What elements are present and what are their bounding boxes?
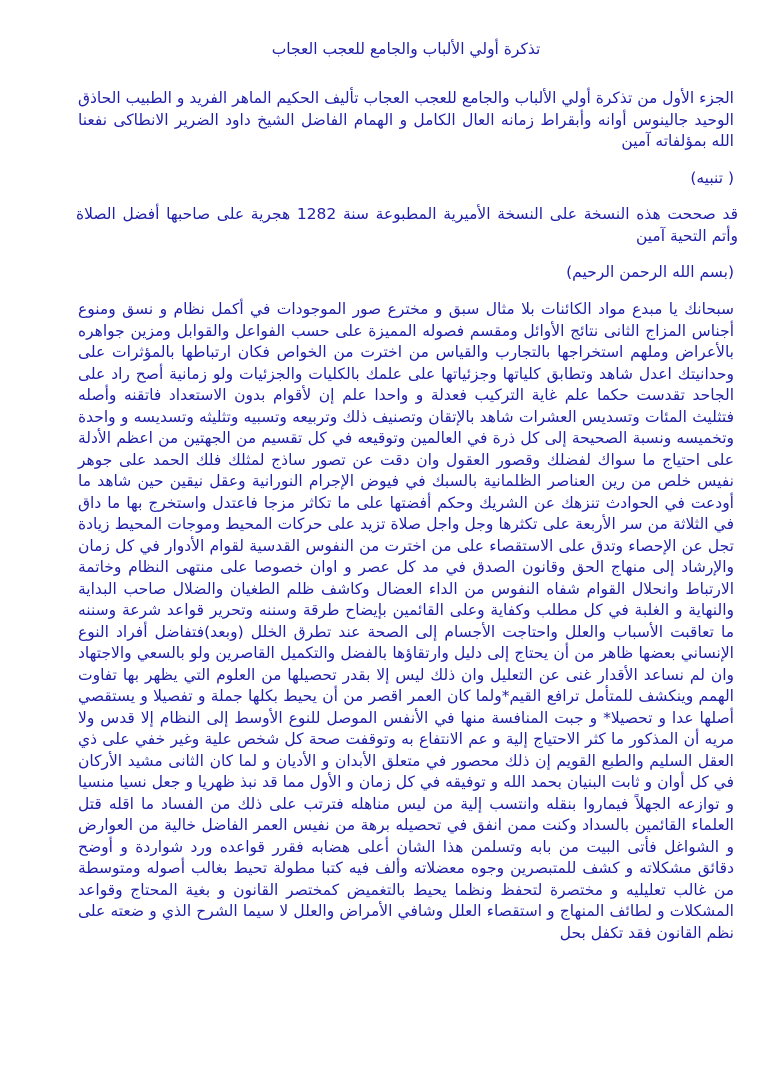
- intro-paragraph: الجزء الأول من تذكرة أولي الألباب والجامع للعجب العجاب تأليف الحكيم الماهر الفريد و الطبيب الحاذق الوحيد جالينوس أوانه وأبقراط زمانه العال الكامل و الهمام الفاضل الشيخ داود الضرير الانطاكى نفعنا الله بمؤلفاته آمين: [78, 89, 734, 150]
- notice-paragraph: قد صححت هذه النسخة على النسخة الأميرية المطبوعة سنة 1282 هجرية على صاحبها أفضل الصلاة وأتم التحية آمين: [76, 205, 738, 245]
- page-title: تذكرة أولي الألباب والجامع للعجب العجاب: [271, 40, 541, 58]
- main-body-text: سبحانك يا مبدع مواد الكائنات بلا مثال سبق و مخترع صور الموجودات في أكمل نظام و نسق ومنوع أجناس المزاج الثانى نتائج الأوائل ومقسم فصوله المميزة على حسب الفواعل والقوابل ومزين جواهره بالأعراض وملهم استخراجها بالتجارب والقياس من اخترت من الخواص فكان ارتباطها بالمؤثرات على وحدانيتك اعدل شاهد وتطابق كلياتها وجزئياتها على علمك بالكليات والجزئيات ولو زمانية أصح راد على الجاحد تقدست حكما علم غاية التركيب فعدلة و واحدا علم إن لأقوام بدون الاستعداد فاتقنه وأصله فتثليث المئات وتسديس العشرات شاهد بالإتقان وتصنيف ذلك وتربيعه وتسبيه وتثليثه وتسديسه و واحدة وتخميسه ونسبة الصحيحة إلى كل ذرة في العالمين وتوقيعه في كل تقسيم من الجهتين من اعظم الأدلة على احتياج ما سواك لفضلك وقصور العقول وان دقت عن تصور ساذج لمثلك فلك الحمد على جوهر نفيس خلص من رين العناصر الظلمانية بالسبك في فيوض الإجرام النورانية وعقل نيقين حين شاهد ما أودعت في الحوادث تنزهك عن الشريك وحكم أفضتها على ما تكاثر مزجا فاعتدل واستخرج بها ما داق في الثلاثة من سر الأربعة على تكثرها وجل واجل صلاة تزيد على حركات المحيط وموجات المحيط زيادة تجل عن الإحصاء وتدق على الاستقصاء على من اخترت من النفوس القدسية لقوام الأدوار في كل زمان والإرشاد إلى منهاج الحق وقانون الصدق في مد كل عصر و اوان خصوصا على منتهى النظام وخاتمة الارتباط وانحلال القوام شفاه النفوس من الداء العضال وكاشف ظلم الطغيان والضلال صاحب البداية والنهاية و الغلبة في كل مطلب وكفاية وعلى القائمين بإيضاح طرقة وسننه وتحرير قواعد شرعة وسننه ما تعاقبت الأسباب والعلل واحتاجت الأجسام إلى الصحة عند تطرق الخلل (وبعد)فتفاضل أفراد النوع الإنساني بعضها ظاهر من أن يحتاج إلى دليل وارتقاؤها بالفضل والتكميل القاصرين ولو بالسعي والاجتهاد وان لم نساعد الأقدار غنى عن التعليل وان ذلك ليس إلا بقدر تحصيلها من العلوم التي يظهر بها تفاوت الهمم وينكشف للمتأمل ترافع القيم*ولما كان العمر اقصر من أن يحيط بكلها جملة و تفصيلا و يستقصي أصلها عدا و تحصيلا* و جبت المنافسة منها في الأنفس الموصل للنوع الأوسط إلى النظام إلا قدس ولا مريه أن المذكور ما كثر الاحتياج إلية و عم الانتفاع به وتوقفت صحة كل شخص علية وغير خفي على ذي العقل السليم والطبع القويم إن ذلك محصور في متعلق الأبدان و الأديان و لما كان الثانى مشيد الأركان في كل أوان و ثابت البنيان بحمد الله و توفيقه في كل زمان و الأول مما قد نبذ ظهريا و جعل نسيا منسيا و توازعه الجهلاً فيماروا بنقله وانتسب إلية من ليس مناهله فترتب على ذلك من الفساد ما اقله قتل العلماء القائمين بالسداد وكنت ممن انفق في تحصيله برهة من نفيس العمر الفاضل خالية من العوارض و الشواغل فأتى البيت من بابه وتسلمن هذا الشان أعلى هضابه فقرر قواعده ورد شواردة و أوضح دقائق مشكلاته و كشف للمتبصرين وجوه معضلاته وألف فيه كتبا مطولة تحيط بغالب أصوله ومتوسطة من غالب تعليليه و مختصرة لتحفظ ونظما يحيط بالتغميض كمختصر القانون و بغية المحتاج وقواعد المشكلات و لطائف المنهاج و استقصاء العلل وشافي الأمراض والعلل لا سيما الشرح الذي و ضعته على نظم القانون فقد تكفل بحل: [78, 300, 734, 942]
- notice-heading: ( تنبيه): [690, 168, 734, 187]
- basmala-heading: (بسم الله الرحمن الرحيم): [566, 263, 734, 281]
